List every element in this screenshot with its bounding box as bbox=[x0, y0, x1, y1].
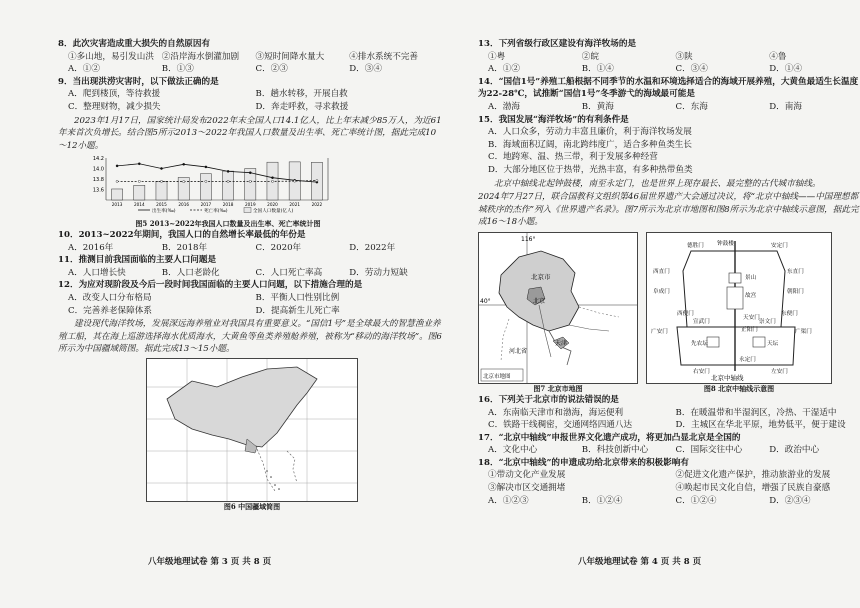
q14-option-b[interactable]: B．黄海 bbox=[581, 101, 614, 112]
label-116: 116° bbox=[521, 235, 536, 243]
q8-options bbox=[68, 63, 443, 76]
point-birth-2016 bbox=[183, 164, 185, 166]
q17-options bbox=[488, 444, 860, 457]
bar-population-2017 bbox=[200, 174, 211, 200]
gate-label: 右安门 bbox=[693, 368, 710, 375]
q16-options bbox=[488, 407, 860, 432]
q13-option-d[interactable]: D．①④ bbox=[769, 64, 802, 75]
q10-option-b[interactable]: B．2018年 bbox=[161, 242, 208, 253]
label-beijing-municipality: 北京市 bbox=[531, 272, 551, 281]
page-4-footer: 八年级地理试卷 第 4 页 共 8 页 bbox=[578, 557, 702, 567]
question-13: 13．下列省级行政区建设有海洋牧场的是 bbox=[478, 39, 637, 49]
q12-option-b[interactable]: B．平衡人口性别比例 bbox=[255, 292, 340, 303]
y-tick-label: 13.8 bbox=[92, 177, 104, 184]
point-death-2016 bbox=[183, 181, 185, 183]
passage-axis-b: 2024年7月27日，联合国教科文组织第46届世界遗产大会通过决议，将“北京中轴线——中国理想都城秩序的杰作”列入《世界遗产名录》。图7所示为北京市地图和图8所示为北京中轴线示意图，据此完成16～18小题。 bbox=[478, 192, 859, 228]
q17-option-b[interactable]: B．科技创新中心 bbox=[581, 445, 649, 456]
q9-option-d[interactable]: D．奔走呼救，寻求救援 bbox=[255, 101, 349, 112]
q13-choices: ①粤 ②皖 ③陕 ④鲁 bbox=[488, 51, 787, 62]
figure-7-caption: 图7 北京市地图 bbox=[533, 383, 583, 393]
x-tick-label: 2020 bbox=[267, 202, 278, 208]
figure-5 bbox=[78, 154, 378, 229]
x-tick-label: 2018 bbox=[222, 202, 234, 208]
question-16: 16．下列关于北京市的说法错误的是 bbox=[478, 394, 619, 405]
y-tick-label: 13.6 bbox=[92, 187, 104, 194]
gate-label: 宣武门 bbox=[693, 318, 710, 325]
label-hebei: 河北省 bbox=[509, 347, 528, 355]
q15-option-b[interactable]: B．海域面积辽阔，南北跨纬度广，适合多种鱼类生长 bbox=[488, 139, 692, 150]
q13-option-c[interactable]: C．③④ bbox=[675, 64, 708, 75]
q16-option-d[interactable]: D．主城区在华北平原，地势低平，便于建设 bbox=[675, 420, 846, 431]
q9-option-a[interactable]: A．爬到楼顶，等待救援 bbox=[68, 89, 161, 100]
point-death-2022 bbox=[316, 180, 318, 182]
q13-option-a[interactable]: A．①② bbox=[488, 64, 520, 75]
legend-death: 死亡率(‰) bbox=[204, 209, 228, 215]
gate-label: 先农坛 bbox=[691, 340, 708, 347]
point-birth-2020 bbox=[271, 177, 273, 179]
gate-label: 左安门 bbox=[771, 368, 788, 375]
q12-option-d[interactable]: D．提高新生儿死亡率 bbox=[255, 305, 340, 316]
x-tick-label: 2021 bbox=[289, 202, 301, 208]
axis-map bbox=[646, 232, 832, 384]
x-tick-label: 2016 bbox=[178, 202, 190, 208]
question-11: 11．推测目前我国面临的主要人口问题是 bbox=[58, 255, 217, 266]
question-17: 17．“北京中轴线”申报世界文化遗产成功，将更加凸显北京是全国的 bbox=[478, 432, 741, 443]
page-4-column bbox=[478, 38, 860, 507]
y-tick-label: 14.0 bbox=[92, 166, 104, 173]
point-death-2014 bbox=[138, 181, 140, 183]
q8-option-d[interactable]: D．③④ bbox=[349, 64, 382, 75]
gate-label: 西便门 bbox=[677, 310, 694, 317]
q10-option-d[interactable]: D．2022年 bbox=[349, 242, 396, 253]
gate-label: 东直门 bbox=[787, 268, 804, 275]
bar-population-2013 bbox=[112, 189, 123, 200]
page-3-footer: 八年级地理试卷 第 3 页 共 8 页 bbox=[148, 557, 272, 567]
q8-choices: ①多山地，易引发山洪 ②沿岸海水倒灌加剧 ③短时间降水量大 ④排水系统不完善 bbox=[68, 51, 419, 62]
gate-label: 永定门 bbox=[739, 356, 756, 363]
x-tick-label: 2013 bbox=[111, 202, 123, 208]
china-map bbox=[146, 358, 358, 502]
gate-label: 天坛 bbox=[767, 340, 779, 347]
q14-options bbox=[488, 101, 860, 114]
figure-5-caption: 图5 2013~2022年我国人口数量及出生率、死亡率统计图 bbox=[135, 218, 321, 228]
figure-6-caption: 图6 中国疆域简图 bbox=[223, 501, 281, 511]
q14-option-d[interactable]: D．南海 bbox=[769, 101, 802, 112]
gate-label: 东便门 bbox=[781, 310, 798, 317]
beijing-map bbox=[478, 232, 638, 384]
point-death-2019 bbox=[249, 181, 251, 183]
q18-options bbox=[488, 495, 860, 508]
china-map-graphic bbox=[147, 359, 357, 501]
page-3-column bbox=[58, 38, 443, 512]
figure-6 bbox=[146, 358, 358, 512]
gate-label: 钟鼓楼 bbox=[717, 240, 734, 247]
axis-map-graphic bbox=[647, 233, 831, 383]
q15-options bbox=[488, 126, 860, 176]
legend-population: 全国人口数量(亿人) bbox=[253, 209, 294, 215]
label-40: 40° bbox=[480, 297, 491, 305]
q14-option-c[interactable]: C．东海 bbox=[675, 101, 708, 112]
point-birth-2015 bbox=[160, 168, 162, 170]
q11-option-a[interactable]: A．人口增长快 bbox=[68, 267, 126, 278]
q10-options bbox=[68, 242, 443, 255]
q11-option-b[interactable]: B．人口老龄化 bbox=[161, 267, 220, 278]
x-tick-label: 2015 bbox=[156, 202, 167, 208]
q18-choices: ①带动文化产业发展 ②促进文化遗产保护，推动旅游业的发展 ③解决市区交通拥堵 ④唤起市民文化自信，增强了民族自豪感 bbox=[488, 470, 831, 494]
gate-label: 广渠门 bbox=[795, 328, 812, 335]
x-tick-label: 2022 bbox=[311, 202, 323, 208]
point-death-2021 bbox=[294, 180, 296, 182]
gate-label: 崇文门 bbox=[759, 318, 776, 325]
question-8: 8．此次灾害造成重大损失的自然原因有 bbox=[58, 39, 211, 49]
point-death-2013 bbox=[116, 181, 118, 183]
q9-option-c[interactable]: C．整理财物，减少损失 bbox=[68, 101, 161, 112]
q9-options bbox=[68, 88, 443, 113]
bar-population-2018 bbox=[223, 171, 234, 200]
line-death-rate bbox=[117, 181, 317, 182]
label-beijing-city: 北京 bbox=[533, 297, 546, 305]
gate-label: 阜成门 bbox=[653, 288, 670, 295]
gate-label: 德胜门 bbox=[687, 242, 704, 249]
q11-option-d[interactable]: D．劳动力短缺 bbox=[349, 267, 408, 278]
q14-option-a[interactable]: A．渤海 bbox=[488, 101, 520, 112]
q17-option-c[interactable]: C．国际交往中心 bbox=[675, 445, 743, 456]
question-15: 15．我国发展“海洋牧场”的有利条件是 bbox=[478, 114, 629, 125]
q9-option-b[interactable]: B．趟水转移，开展自救 bbox=[255, 89, 348, 100]
gate-label: 朝阳门 bbox=[787, 288, 804, 295]
q18-option-a[interactable]: A．①②③ bbox=[488, 495, 529, 506]
beijing-map-graphic bbox=[479, 233, 637, 383]
axis-label: 北京中轴线 bbox=[711, 373, 744, 382]
question-18: 18．“北京中轴线”的申遗成功给北京带来的积极影响有 bbox=[478, 457, 689, 468]
legend-pop-swatch bbox=[244, 208, 251, 213]
q16-option-b[interactable]: B．在暖温带和半湿润区，冷热、干湿适中 bbox=[675, 407, 837, 418]
q8-option-c[interactable]: C．②③ bbox=[255, 64, 288, 75]
x-tick-label: 2019 bbox=[244, 202, 256, 208]
q16-option-a[interactable]: A．东南临天津市和渤海，海运便利 bbox=[488, 407, 624, 418]
point-birth-2013 bbox=[116, 165, 118, 167]
point-birth-2017 bbox=[205, 166, 207, 168]
q12-options bbox=[68, 292, 443, 317]
point-birth-2019 bbox=[249, 172, 251, 174]
q15-option-a[interactable]: A．人口众多，劳动力丰富且廉价，利于海洋牧场发展 bbox=[488, 127, 692, 138]
point-birth-2018 bbox=[227, 171, 229, 173]
q17-option-a[interactable]: A．文化中心 bbox=[488, 445, 538, 456]
x-tick-label: 2014 bbox=[133, 202, 145, 208]
q18-option-b[interactable]: B．①②④ bbox=[581, 495, 623, 506]
line-birth-rate bbox=[117, 164, 317, 182]
question-9: 9．当出现洪涝灾害时，以下做法正确的是 bbox=[58, 76, 219, 87]
point-death-2017 bbox=[205, 181, 207, 183]
q12-option-a[interactable]: A．改变人口分布格局 bbox=[68, 292, 152, 303]
bar-population-2015 bbox=[156, 182, 167, 200]
q10-option-c[interactable]: C．2020年 bbox=[255, 242, 302, 253]
point-death-2020 bbox=[271, 181, 273, 183]
q10-option-a[interactable]: A．2016年 bbox=[68, 242, 114, 253]
gate-label: 广安门 bbox=[651, 328, 668, 335]
point-birth-2014 bbox=[138, 163, 140, 165]
q18-option-c[interactable]: C．①②④ bbox=[675, 495, 717, 506]
question-10: 10．2013~2022年期间，我国人口的自然增长率最低的年份是 bbox=[58, 229, 306, 240]
figures-7-8 bbox=[478, 232, 860, 394]
q11-option-c[interactable]: C．人口死亡率高 bbox=[255, 267, 323, 278]
gate-label: 正阳门 bbox=[741, 326, 758, 333]
label-tianjin: 天津 bbox=[555, 339, 568, 347]
q12-option-c[interactable]: C．完善养老保障体系 bbox=[68, 305, 152, 316]
gate-label: 西直门 bbox=[653, 268, 670, 275]
passage-axis-a: 北京中轴线北起钟鼓楼，南至永定门，也是世界上现存最长、最完整的古代城市轴线。 bbox=[494, 178, 821, 189]
label-inset: 北京市地图 bbox=[483, 373, 511, 380]
q13-option-b[interactable]: B．①④ bbox=[581, 64, 614, 75]
gate-label: 安定门 bbox=[771, 242, 788, 249]
legend-birth: 出生率(‰) bbox=[152, 209, 176, 215]
bar-population-2014 bbox=[134, 186, 145, 201]
x-tick-label: 2017 bbox=[200, 202, 212, 208]
q8-option-a[interactable]: A．①② bbox=[68, 64, 100, 75]
q11-options bbox=[68, 267, 443, 280]
passage-ocean-ranch: 建设现代海洋牧场，发展深远海养殖业对我国具有重要意义。“国信1号”是全球最大的智慧渔业养殖工船，其在海上巡游选择海水优质海水，大黄鱼等鱼类养殖舱养殖，被称为“移动的海洋牧场”。图6所示为中国疆域简图。据此完成13～15小题。 bbox=[58, 319, 442, 355]
point-death-2015 bbox=[160, 181, 162, 183]
question-12: 12．为应对现阶段及今后一段时间我国面临的主要人口问题，以下措施合理的是 bbox=[58, 280, 363, 291]
gate-label: 天安门 bbox=[743, 314, 760, 321]
q8-option-b[interactable]: B．①③ bbox=[161, 64, 194, 75]
gate-label: 景山 bbox=[745, 274, 757, 281]
population-chart bbox=[78, 154, 378, 214]
question-14: 14．“国信1号”养殖工船根据不同季节的水温和环境选择适合的海域开展养殖，大黄鱼最适生长温度为22-28℃，试推断“国信1号”冬季游弋的海域最可能是 bbox=[478, 76, 859, 100]
q15-option-d[interactable]: D．大部分地区位于热带，光热丰富，有多种热带鱼类 bbox=[488, 164, 693, 175]
point-death-2018 bbox=[227, 181, 229, 183]
q16-option-c[interactable]: C．铁路干线稠密，交通网络四通八达 bbox=[488, 420, 633, 431]
figure-8-caption: 图8 北京中轴线示意图 bbox=[703, 383, 775, 393]
passage-population: 2023年1月17日，国家统计局发布2022年末全国人口14.1亿人，比上年末减少85万人，为近61年来首次负增长。结合图5所示2013～2022年我国人口数量及出生率、死亡率统计图，据此完成10～12小题。 bbox=[58, 115, 442, 151]
q17-option-d[interactable]: D．政治中心 bbox=[769, 445, 820, 456]
y-tick-label: 14.2 bbox=[92, 156, 104, 163]
q13-options bbox=[488, 63, 860, 76]
q18-option-d[interactable]: D．②③④ bbox=[769, 495, 811, 506]
figure-7 bbox=[478, 232, 638, 394]
figure-8 bbox=[646, 232, 832, 394]
gate-label: 故宫 bbox=[745, 292, 757, 299]
q15-option-c[interactable]: C．地跨寒、温、热三带，利于发展多种经营 bbox=[488, 152, 658, 163]
